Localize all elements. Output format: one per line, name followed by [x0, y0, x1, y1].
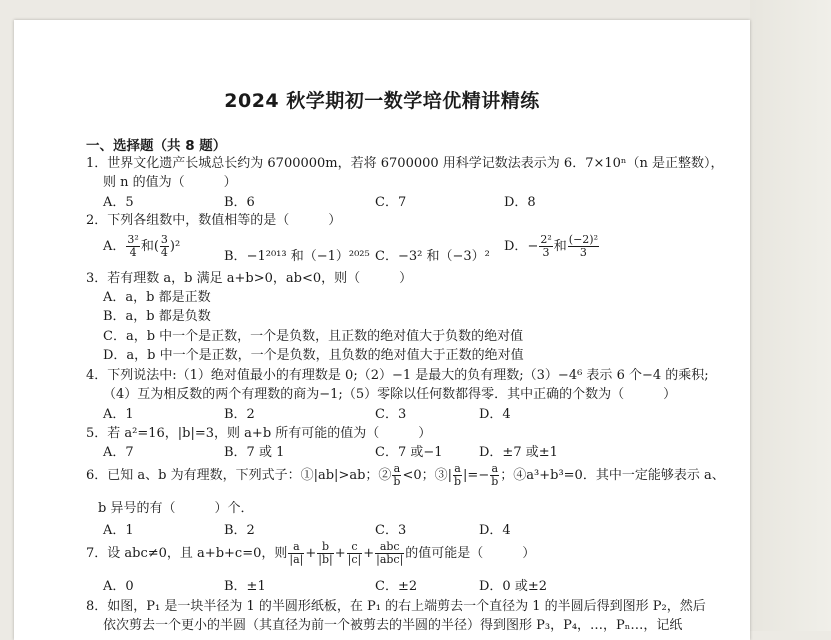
q1-option-b: B．6 [224, 195, 255, 210]
q2-option-a: A． $\frac{\text{3²}}{4}$ 和( $\frac{3}{4}$ )² [103, 233, 181, 259]
q4-option-c: C．3 [375, 407, 407, 422]
question-8-line-1: 8．如图，P₁ 是一块半径为 1 的半圆形纸板，在 P₁ 的右上端剪去一个直径为 1 的半圆后得到图形 P₂，然后 [86, 599, 706, 614]
question-6-line-1: 6．已知 a、b 为有理数，下列式子：①|ab|>ab；② $\frac{a}{b}$ <0；③| $\frac{a}{b}$ |=− $\frac{a}{b}$ ；④a³+b³=0．其中一定能够表示 a、 [86, 462, 725, 488]
q1-option-c: C．7 [375, 195, 407, 210]
q5-option-a: A．7 [103, 445, 134, 460]
q6-option-b: B．2 [224, 523, 255, 538]
section-heading: 一、选择题（共 8 题） [86, 138, 227, 154]
q3-option-a: A．a，b 都是正数 [103, 290, 211, 305]
q2-option-b: B．−1²⁰¹³ 和（−1）²⁰²⁵ [224, 249, 370, 264]
q7-option-d: D．0 或±2 [479, 579, 547, 594]
q5-option-d: D．±7 或±1 [479, 445, 558, 460]
question-4-line-1: 4．下列说法中:（1）绝对值最小的有理数是 0;（2）−1 是最大的负有理数;（3）−4⁶ 表示 6 个−4 的乘积; [86, 368, 709, 383]
q3-option-c: C．a，b 中一个是正数，一个是负数，且正数的绝对值大于负数的绝对值 [103, 329, 524, 344]
q6-option-d: D．4 [479, 523, 511, 538]
question-6-line-2: b 异号的有（ ）个． [98, 501, 254, 516]
question-7-stem: 7．设 abc≠0，且 a+b+c=0，则 $\frac{a}{|a|}$ + $\frac{b}{|b|}$ + $\frac{c}{|c|}$ + $\frac{\text{abc}}{\text{|abc|}}$ 的值可能是（ ） [86, 540, 536, 566]
q6-option-a: A．1 [103, 523, 134, 538]
q5-option-b: B．7 或 1 [224, 445, 285, 460]
q3-option-d: D．a，b 中一个是正数，一个是负数，且负数的绝对值大于正数的绝对值 [103, 348, 524, 363]
q6-option-c: C．3 [375, 523, 407, 538]
q7-option-c: C．±2 [375, 579, 418, 594]
question-4-line-2: （4）互为相反数的两个有理数的商为−1;（5）零除以任何数都得零．其中正确的个数为（ ） [103, 387, 677, 402]
q4-option-b: B．2 [224, 407, 255, 422]
right-background [750, 0, 831, 631]
q1-option-d: D．8 [504, 195, 536, 210]
q5-option-c: C．7 或−1 [375, 445, 443, 460]
q2-option-d: D．− $\frac{\text{2²}}{3}$ 和 $\frac{\text{(−2)²}}{3}$ [504, 233, 598, 259]
q7-option-b: B．±1 [224, 579, 266, 594]
question-3-stem: 3．若有理数 a，b 满足 a+b>0，ab<0，则（ ） [86, 271, 413, 286]
question-5-stem: 5．若 a²=16，|b|=3，则 a+b 所有可能的值为（ ） [86, 426, 432, 441]
q3-option-b: B．a，b 都是负数 [103, 309, 211, 324]
q7-option-a: A．0 [103, 579, 134, 594]
q2-option-c: C．−3² 和（−3）² [375, 249, 490, 264]
question-1-line-1: 1．世界文化遗产长城总长约为 6700000m，若将 6700000 用科学记数法表示为 6．7×10ⁿ（n 是正整数）， [86, 156, 724, 171]
question-1-line-2: 则 n 的值为（ ） [103, 175, 237, 190]
question-2-stem: 2．下列各组数中，数值相等的是（ ） [86, 213, 342, 228]
q4-option-a: A．1 [103, 407, 134, 422]
document-page [14, 20, 750, 640]
question-8-line-2: 依次剪去一个更小的半圆（其直径为前一个被剪去的半圆的半径）得到图形 P₃，P₄，…，Pₙ…，记纸 [103, 618, 683, 633]
page-title: 2024 秋学期初一数学培优精讲精练 [224, 90, 540, 112]
q4-option-d: D．4 [479, 407, 511, 422]
q1-option-a: A．5 [103, 195, 134, 210]
